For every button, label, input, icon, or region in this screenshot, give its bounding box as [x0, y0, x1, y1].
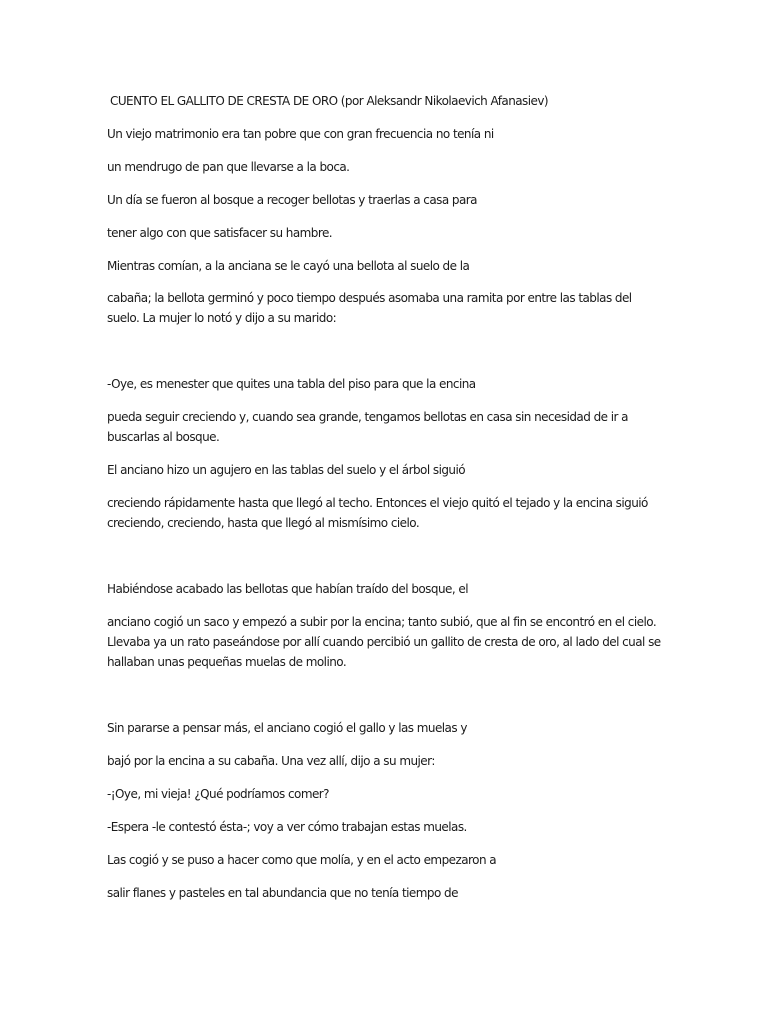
paragraph: creciendo rápidamente hasta que llegó al techo. Entonces el viejo quitó el tejado y la encina siguió creciendo, creciendo, hasta que llegó al mismísimo cielo. [107, 496, 648, 530]
paragraph: -Espera -le contestó ésta-; voy a ver cómo trabajan estas muelas. [107, 820, 467, 834]
paragraph: -¡Oye, mi vieja! ¿Qué podríamos comer? [107, 787, 329, 801]
paragraph: Habiéndose acabado las bellotas que habían traído del bosque, el [107, 582, 468, 596]
paragraph: salir flanes y pasteles en tal abundancia que no tenía tiempo de [107, 886, 458, 900]
paragraph: Mientras comían, a la anciana se le cayó una bellota al suelo de la [107, 259, 470, 273]
paragraph: anciano cogió un saco y empezó a subir por la encina; tanto subió, que al fin se encontró en el cielo. Llevaba ya un rato paseándose por allí cuando percibió un gallito de cresta de oro, al lado del cual se hallaban unas pequeñas muelas de molino. [107, 615, 661, 669]
paragraph: Un viejo matrimonio era tan pobre que con gran frecuencia no tenía ni [107, 127, 494, 141]
paragraph: El anciano hizo un agujero en las tablas del suelo y el árbol siguió [107, 463, 466, 477]
paragraph: pueda seguir creciendo y, cuando sea grande, tengamos bellotas en casa sin necesidad de ir a buscarlas al bosque. [107, 410, 628, 444]
paragraph: Sin pararse a pensar más, el anciano cogió el gallo y las muelas y [107, 721, 467, 735]
paragraph: Un día se fueron al bosque a recoger bellotas y traerlas a casa para [107, 193, 477, 207]
paragraph: tener algo con que satisfacer su hambre. [107, 226, 333, 240]
paragraph: cabaña; la bellota germinó y poco tiempo después asomaba una ramita por entre las tablas del suelo. La mujer lo notó y dijo a su marido: [107, 291, 632, 325]
paragraph: Las cogió y se puso a hacer como que molía, y en el acto empezaron a [107, 853, 497, 867]
paragraph: bajó por la encina a su cabaña. Una vez allí, dijo a su mujer: [107, 754, 435, 768]
paragraph: un mendrugo de pan que llevarse a la boca. [107, 160, 350, 174]
paragraph: -Oye, es menester que quites una tabla del piso para que la encina [107, 377, 476, 391]
document-title: CUENTO EL GALLITO DE CRESTA DE ORO (por Aleksandr Nikolaevich Afanasiev) [110, 94, 549, 108]
